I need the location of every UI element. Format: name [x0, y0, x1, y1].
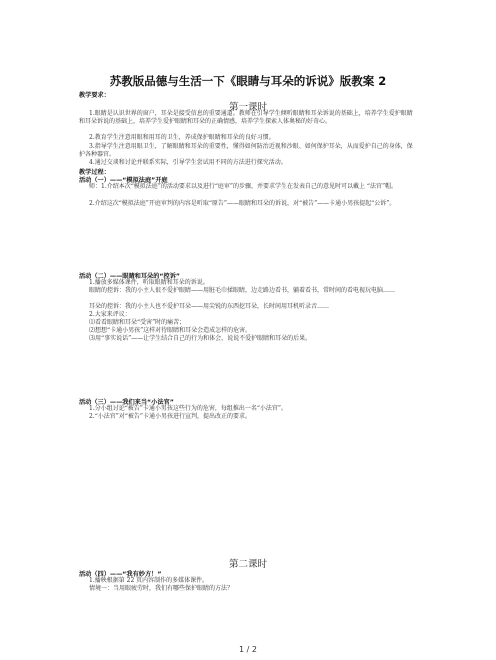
- activity4-line-2: 情境一：当用眼疲劳时，我们有哪些保护眼睛的方法？: [89, 585, 234, 592]
- goal-4: 4.通过交谈和讨论并联系实际，引导学生尝试用不同的方法进行探究活动。: [89, 159, 287, 166]
- activity1-line-1: 师：1.介绍本次“模拟法庭”的活动要求以及进行“庭审”的步骤，并要求学生在发表自己的意见时可以戴上 “法官”帽。: [89, 183, 398, 190]
- activity1-title: 活动（一）——“模拟法庭”开庭: [79, 177, 168, 184]
- page-number: 1 / 2: [239, 645, 257, 654]
- activity4-line-1: 1.播映根据第 22 页内容制作的多媒体课件。: [89, 577, 209, 584]
- lesson2-heading: 第二课时: [228, 559, 267, 570]
- activity2-line-2: 眼睛的控诉：我的小主人很不爱护眼睛——用脏毛巾揉眼睛，边走路边看书，躺着看书，常时间的看电视玩电脑……: [89, 287, 396, 294]
- goal-3: 3.指导学生注意用眼卫生，了解眼睛和耳朵的重要性，懂得如何防治近视和沙眼、如何保护耳朵，从而爱护自己的身体，保护各种器官。: [79, 143, 413, 158]
- activity3-line-2: 2.“小法官”对“被告”卡通小男孩进行宣判，提出改正的要求。: [89, 413, 251, 420]
- activity4-title: 活动（四）——“我有妙方！”: [79, 571, 162, 578]
- activity2-line-4: 2.大家来评议：: [89, 311, 131, 318]
- document-title: 苏教版品德与生活一下《眼睛与耳朵的诉说》版教案 2: [109, 74, 387, 88]
- goal-2: 2.教育学生注意用眼和用耳的卫生，养成保护眼睛和耳朵的良好习惯。: [89, 134, 275, 141]
- activity3-line-1: 1.分小组讨论“被告”卡通小男孩这些行为的危害，每组推出一名“小法官”。: [89, 405, 287, 412]
- goal-1: 1.眼睛是认识世界的窗户，耳朵是接受信息的重要通道。教师在引导学生倾听眼睛和耳朵诉说的基础上，培养学生爱护眼睛和耳朵诉说的基础上，培养学生爱护眼睛和耳朵的正确情感，培养学生探索人体奥秘的好奇心。: [79, 110, 413, 125]
- activity2-line-1: 1.播放多媒体课件，听取眼睛和耳朵的诉说。: [89, 279, 209, 286]
- activity3-title: 活动（三）——我们来当“小法官”: [79, 399, 174, 406]
- activity2-line-6: ⑵想想“卡通小男孩”这样对待眼睛和耳朵会造成怎样的危害。: [89, 327, 252, 334]
- process-label: 教学过程：: [79, 169, 110, 176]
- activity2-line-5: ⑴看看眼睛和耳朵“受害”时的痛苦；: [89, 319, 186, 326]
- activity2-title: 活动（二）——眼睛和耳朵的“控诉”: [79, 273, 180, 280]
- goals-label: 教学要求：: [79, 92, 110, 99]
- activity1-line-2: 2.介绍这次“模拟法庭”开庭审判的内容是听取“原告”——眼睛和耳朵的诉说，对“被告”——卡通小男孩提起“公诉”。: [89, 200, 396, 207]
- activity2-line-3: 耳朵的控诉：我的小主人也不爱护耳朵——用尖锐的东西挖耳朵，长时间用耳机听录音……: [89, 303, 330, 310]
- activity2-line-7: ⑶用“事实说话”——让学生结合自己的行为和体会，说说不爱护眼睛和耳朵的后果。: [89, 335, 312, 342]
- lesson1-heading: 第一课时: [228, 102, 267, 113]
